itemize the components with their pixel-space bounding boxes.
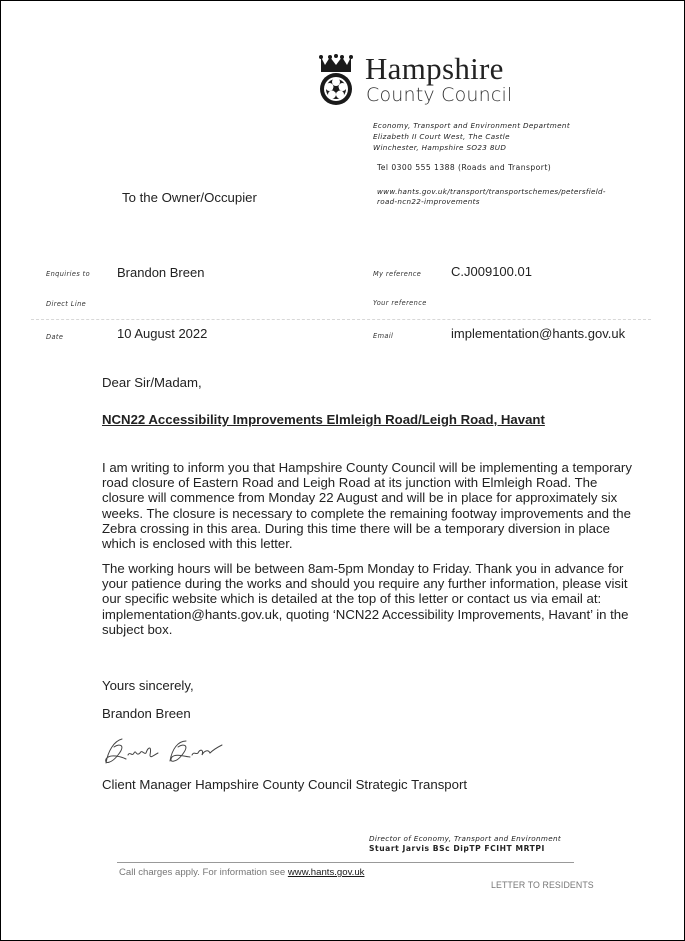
date-value: 10 August 2022 [117,326,208,341]
email-label: Email [373,332,394,340]
letter-tag: LETTER TO RESIDENTS [491,880,594,890]
website-link[interactable] [377,187,637,207]
enquiries-label: Enquiries to [46,270,91,278]
telephone: Tel 0300 555 1388 (Roads and Transport) [377,163,552,172]
call-charges-note [119,867,364,878]
closing: Yours sincerely, [102,678,194,693]
address-line-1: Economy, Transport and Environment Department [373,121,571,130]
website-line-1: www.hants.gov.uk/transport/transportschemes/petersfield- [377,187,606,196]
hampshire-crest-icon [315,53,357,107]
paragraph-1: I am writing to inform you that Hampshire County Council will be implementing a temporary road closure of Eastern Road and Leigh Road at its junction with Elmleigh Road. The closure will commence from Monday 22 August and will be in place for approximately six weeks. The closure is necessary to complete the remaining footway improvements and the Zebra crossing in this area. During this time there will be a temporary diversion in place which is enclosed with this letter. [102,460,632,552]
letter-subject: NCN22 Accessibility Improvements Elmleigh Road/Leigh Road, Havant [102,412,545,427]
hants-website-link[interactable]: www.hants.gov.uk [287,867,365,878]
email-value[interactable]: implementation@hants.gov.uk [451,326,626,341]
paragraph-2: The working hours will be between 8am-5pm Monday to Friday. Thank you in advance for your patience during the works and should you require any further information, please visit our specific website which is detailed at the top of this letter or contact us via email at: implementation@hants.gov.uk, quoting ‘NCN22 Accessibility Improvements, Havant’ in the subject box. [102,561,629,637]
salutation: Dear Sir/Madam, [102,375,202,390]
signatory-title: Client Manager Hampshire County Council Strategic Transport [102,777,468,792]
signatory-name: Brandon Breen [102,706,191,721]
call-charges-text: Call charges apply. For information see [119,867,288,878]
my-reference-label: My reference [373,270,422,278]
director-name: Stuart Jarvis BSc DipTP FCIHT MRTPI [369,844,545,853]
handwritten-signature-icon [100,733,230,773]
address-line-3: Winchester, Hampshire SO23 8UD [373,143,507,152]
date-label: Date [46,333,64,341]
address-line-2: Elizabeth II Court West, The Castle [373,132,510,141]
divider [31,319,651,320]
organisation-name: Hampshire [365,51,504,86]
recipient: To the Owner/Occupier [122,190,257,205]
director-title: Director of Economy, Transport and Environment [369,834,562,843]
direct-line-label: Direct Line [46,300,87,308]
your-reference-label: Your reference [373,299,427,307]
footer-divider [117,862,574,863]
my-reference-value: C.J009100.01 [451,264,532,279]
enquiries-value: Brandon Breen [117,265,205,280]
website-line-2: road-ncn22-improvements [377,197,480,206]
organisation-subname: County Council [366,84,513,106]
